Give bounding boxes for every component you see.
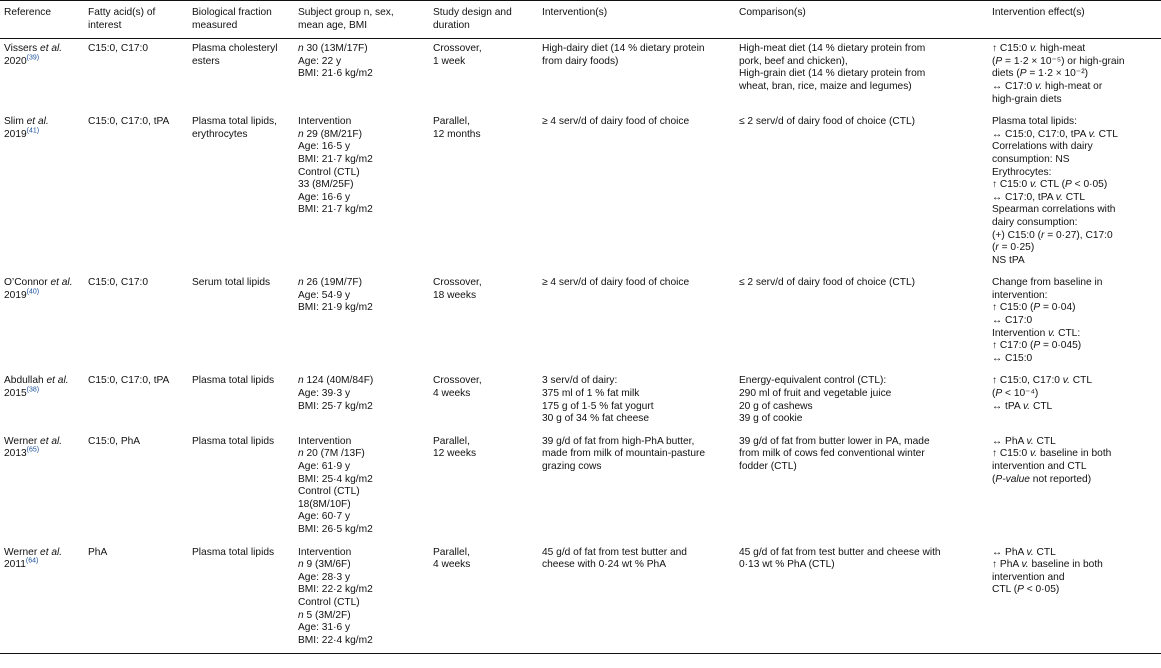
fatty-acid-cell: C15:0, C17:0 [88, 43, 149, 55]
header-subject-group: Subject group n, sex, mean age, BMI [294, 1, 429, 39]
table-row [0, 543, 1161, 654]
subject-group-cell: Intervention n 29 (8M/21F) Age: 16·5 y BMI: 21·7 kg/m2 Control (CTL) 33 (8M/25F) Age: 16·6 y BMI: 21·7 kg/m2 [298, 116, 373, 216]
subject-group-cell: Intervention n 20 (7M /13F) Age: 61·9 y BMI: 25·4 kg/m2 Control (CTL) 18(8M/10F) Age: 60·7 y BMI: 26·5 kg/m2 [298, 435, 373, 535]
comparison-cell: 45 g/d of fat from test butter and cheese with 0·13 wt % PhA (CTL) [735, 543, 988, 654]
fraction-cell: Plasma total lipids, erythrocytes [192, 116, 277, 140]
comparison-cell: High-meat diet (14 % dietary protein from pork, beef and chicken), High-grain diet (14 % dietary protein from wheat, bran, rice, maize and legumes) [739, 43, 926, 92]
effect-cell: Change from baseline in intervention: ↑ C15:0 (P = 0·04) ↔ C17:0 Intervention v. CTL: ↑ C17:0 (P = 0·045) ↔ C15:0 [992, 277, 1103, 364]
intervention-cell: 39 g/d of fat from high-PhA butter, made from milk of mountain-pasture grazing cows [542, 435, 706, 472]
design-cell: Parallel, 12 months [433, 116, 481, 140]
intervention-cell: ≥ 4 serv/d of dairy food of choice [542, 277, 690, 289]
effect-cell: ↔ PhA v. CTL ↑ C15:0 v. baseline in both intervention and CTL (P-value not reported) [992, 435, 1112, 485]
design-cell: Parallel, 4 weeks [429, 543, 538, 654]
comparison-cell: 39 g/d of fat from butter lower in PA, made from milk of cows fed conventional winter fodder (CTL) [739, 435, 930, 472]
reference-cell: Werner et al. 2011$^{(64)}$ [0, 543, 84, 654]
citation-link[interactable]: (40) [26, 288, 40, 296]
design-cell: Crossover, 4 weeks [433, 375, 482, 400]
subject-group-cell: n 30 (13M/17F) Age: 22 y BMI: 21·6 kg/m2 [298, 43, 373, 80]
table-row [0, 112, 1161, 273]
fraction-cell: Plasma cholesteryl esters [192, 43, 278, 67]
citation-link[interactable]: (65) [26, 447, 40, 455]
reference-cell: Slim et al. 2019$^{(41)}$ [4, 116, 49, 140]
design-cell: Crossover, 18 weeks [433, 277, 482, 301]
header-design: Study design and duration [429, 1, 538, 39]
fraction-cell: Plasma total lipids [192, 375, 275, 387]
fraction-cell: Plasma total lipids [188, 543, 294, 654]
design-cell: Parallel, 12 weeks [433, 435, 477, 460]
subject-group-cell: Intervention n 9 (3M/6F) Age: 28·3 y BMI: 22·2 kg/m2 Control (CTL) n 5 (3M/2F) Age: 31·6 y BMI: 22·4 kg/m2 [294, 543, 429, 654]
intervention-cell: ≥ 4 serv/d of dairy food of choice [542, 116, 690, 128]
fatty-acid-cell: C15:0, C17:0 [88, 277, 149, 289]
subject-group-cell: n 26 (19M/7F) Age: 54·9 y BMI: 21·9 kg/m2 [298, 277, 373, 314]
comparison-cell: ≤ 2 serv/d of dairy food of choice (CTL) [739, 116, 916, 128]
comparison-cell: ≤ 2 serv/d of dairy food of choice (CTL) [739, 277, 916, 289]
citation-link[interactable]: (38) [26, 386, 40, 394]
header-comparison: Comparison(s) [735, 1, 988, 39]
effect-cell: ↑ C15:0, C17:0 v. CTL (P < 10⁻⁴) ↔ tPA v. CTL [992, 375, 1093, 412]
effect-cell: ↑ C15:0 v. high-meat (P = 1·2 × 10⁻⁵) or high-grain diets (P = 1·2 × 10⁻²) ↔ C17:0 v. high-meat or high-grain diets [992, 43, 1125, 105]
header-fraction: Biological fraction measured [188, 1, 294, 39]
fraction-cell: Plasma total lipids [192, 435, 275, 447]
effect-cell: Plasma total lipids: ↔ C15:0, C17:0, tPA v. CTL Correlations with dairy consumption: NS Erythrocytes: ↑ C15:0 v. CTL (P < 0·05) ↔ C17:0, tPA v. CTL Spearman correlations with dairy consumption: (+) C15:0 (r = 0·27), C17:0 (r = 0·25) NS tPA [992, 116, 1118, 266]
design-cell: Crossover, 1 week [433, 43, 482, 67]
citation-link[interactable]: (39) [26, 54, 40, 62]
table-row [0, 39, 1161, 112]
intervention-cell: 45 g/d of fat from test butter and cheese with 0·24 wt % PhA [538, 543, 735, 654]
reference-cell: Abdullah et al. 2015$^{(38)}$ [4, 375, 69, 400]
intervention-cell: 3 serv/d of dairy: 375 ml of 1 % fat milk 175 g of 1·5 % fat yogurt 30 g of 34 % fat cheese [542, 375, 654, 425]
fraction-cell: Serum total lipids [192, 277, 271, 289]
reference-cell: O’Connor et al. 2019$^{(40)}$ [4, 277, 73, 301]
header-effect: Intervention effect(s) [988, 1, 1161, 39]
header-fatty-acid: Fatty acid(s) of interest [84, 1, 188, 39]
effect-cell: ↔ PhA v. CTL ↑ PhA v. baseline in both intervention and CTL (P < 0·05) [988, 543, 1161, 654]
fatty-acid-cell: C15:0, C17:0, tPA [88, 116, 170, 128]
header-reference: Reference [0, 1, 84, 39]
table-row [0, 371, 1161, 431]
header-intervention: Intervention(s) [538, 1, 735, 39]
table-row [0, 273, 1161, 371]
subject-group-cell: n 124 (40M/84F) Age: 39·3 y BMI: 25·7 kg/m2 [298, 375, 374, 412]
citation-link[interactable]: (41) [26, 127, 40, 135]
reference-cell: Vissers et al. 2020$^{(39)}$ [4, 43, 63, 67]
header-row [0, 1, 1161, 39]
table-row [0, 432, 1161, 543]
intervention-cell: High-dairy diet (14 % dietary protein from dairy foods) [542, 43, 705, 67]
fatty-acid-cell: PhA [84, 543, 188, 654]
citation-link[interactable]: (64) [25, 557, 39, 565]
fatty-acid-cell: C15:0, PhA [88, 435, 141, 447]
comparison-cell: Energy-equivalent control (CTL): 290 ml of fruit and vegetable juice 20 g of cashews 39 g of cookie [739, 375, 892, 425]
fatty-acid-cell: C15:0, C17:0, tPA [88, 375, 170, 387]
reference-cell: Werner et al. 2013$^{(65)}$ [4, 435, 63, 460]
